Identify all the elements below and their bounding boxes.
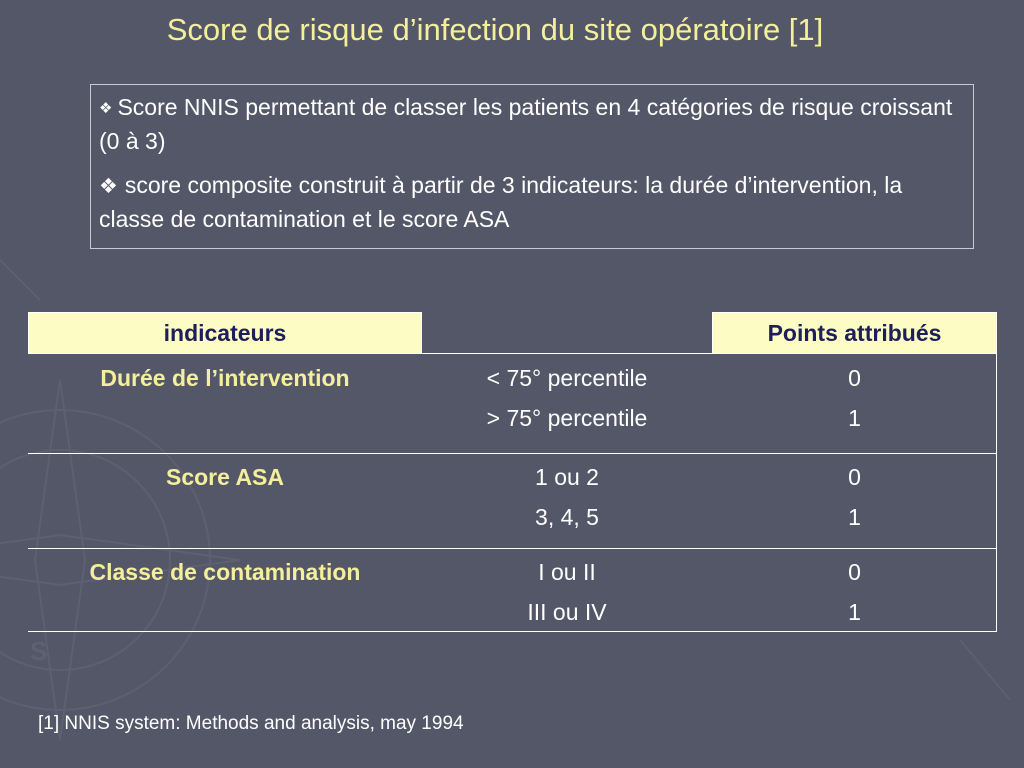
row-points-duration: [712, 358, 997, 438]
table-cell: III ou IV: [527, 599, 607, 625]
table-cell: 0: [848, 464, 861, 490]
row-points-asa: [712, 457, 997, 537]
table-cell: 3, 4, 5: [535, 504, 599, 530]
intro-bullet-text: Score NNIS permettant de classer les patients en 4 catégories de risque croissant (0 à 3): [99, 94, 953, 154]
svg-text:S: S: [30, 636, 48, 666]
table-cell: 1 ou 2: [535, 464, 599, 490]
diamond-bullet-icon: ❖: [99, 175, 118, 198]
slide-title: Score de risque d’infection du site opératoire [1]: [166, 12, 824, 47]
row-points-contamination: [712, 552, 997, 632]
table-cell: I ou II: [538, 559, 596, 585]
header-points: Points attribués: [712, 312, 997, 354]
row-values-contamination: [422, 552, 712, 632]
table-cell: > 75° percentile: [486, 405, 648, 431]
table-cell: 1: [848, 599, 861, 625]
row-values-asa: [422, 457, 712, 537]
row-label-duration: Durée de l’intervention: [100, 365, 350, 391]
diamond-bullet-icon: ❖: [99, 100, 113, 117]
table-cell: 0: [848, 365, 861, 391]
footnote-reference: [1] NNIS system: Methods and analysis, may 1994: [38, 713, 464, 734]
table-cell: 1: [848, 504, 861, 530]
header-indicators: indicateurs: [28, 312, 422, 354]
table-cell: 0: [848, 559, 861, 585]
header-divider: [422, 353, 712, 354]
table-cell: 1: [848, 405, 861, 431]
intro-bullet-text: score composite construit à partir de 3 indicateurs: la durée d’intervention, la classe de contamination et le score ASA: [99, 172, 903, 232]
row-values-duration: [422, 358, 712, 438]
row-label-contamination: Classe de contamination: [89, 559, 361, 585]
row-divider: [28, 548, 997, 549]
table-bottom-border: [28, 631, 997, 632]
row-divider: [28, 453, 997, 454]
table-cell: < 75° percentile: [486, 365, 648, 391]
row-label-asa: Score ASA: [165, 464, 285, 490]
